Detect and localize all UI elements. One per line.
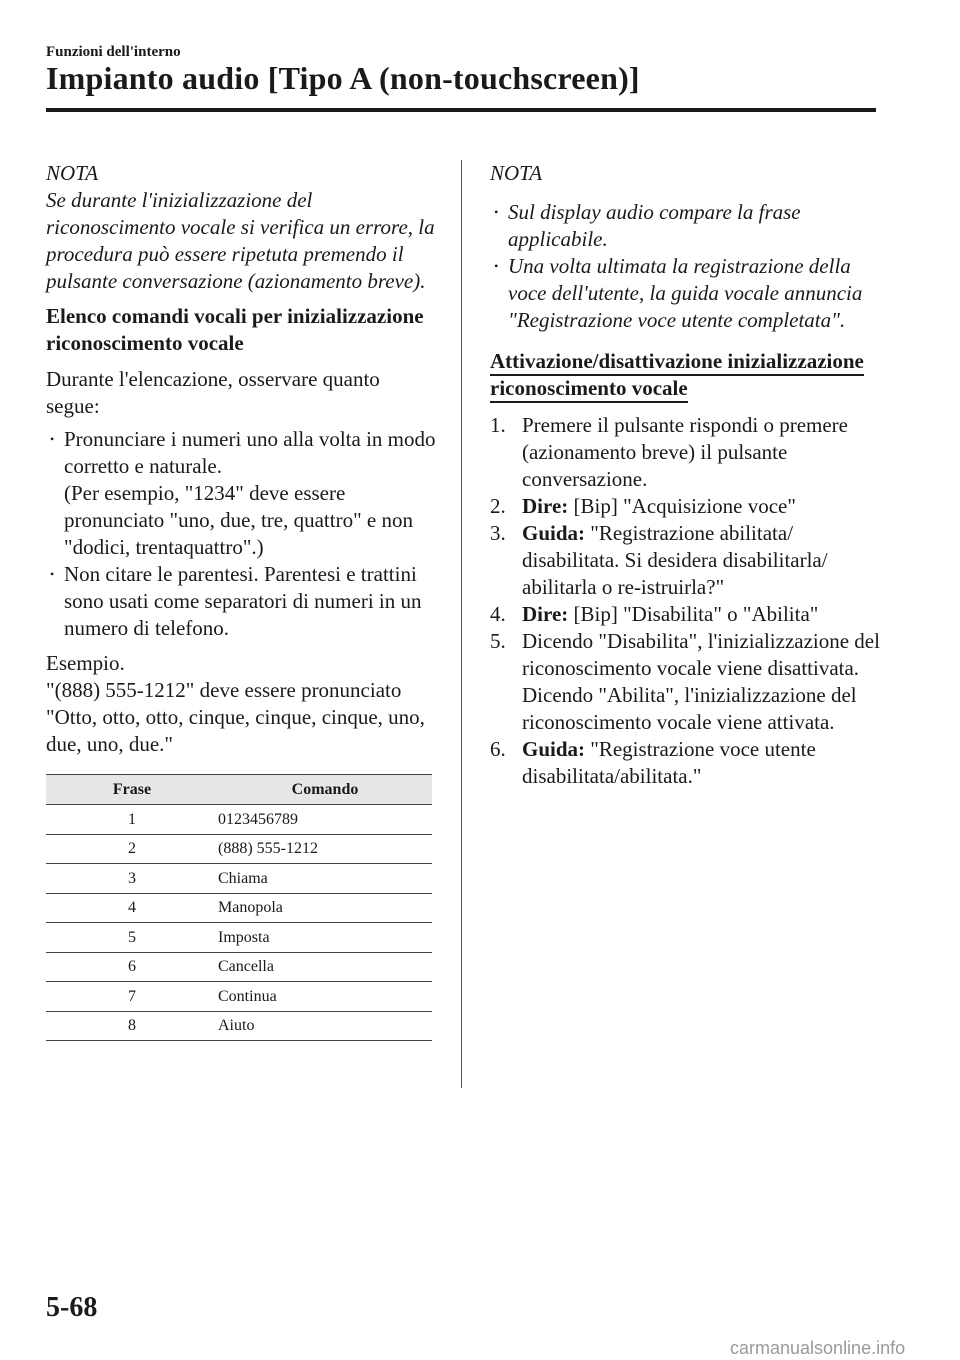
section-heading: Elenco comandi vocali per inizializzazione riconoscimento vocale [46, 304, 424, 355]
watermark-text: carmanualsonline.info [730, 1338, 906, 1358]
table-cell: Chiama [218, 864, 432, 894]
page-number: 5-68 [46, 1292, 98, 1323]
table-row [46, 805, 432, 835]
bullet-text: Pronunciare i numeri uno alla volta in modo corretto e naturale. [64, 427, 436, 478]
command-table [46, 774, 432, 1041]
step-number: 5. [490, 629, 506, 653]
nota-title: NOTA [490, 161, 543, 185]
step-item [490, 493, 885, 520]
page-title: Impianto audio [Tipo A (non-touchscreen)] [46, 60, 640, 96]
list-item [46, 561, 436, 642]
table-cell: Cancella [218, 952, 432, 982]
step-text: [Bip] "Acquisizione voce" [568, 494, 796, 518]
table-cell: (888) 555-1212 [218, 834, 432, 864]
step-text: [Bip] "Disabilita" o "Abilita" [568, 602, 819, 626]
steps-list [490, 412, 885, 790]
step-number: 4. [490, 602, 506, 626]
section-label: Funzioni dell'interno [46, 44, 181, 60]
table-row [46, 923, 432, 953]
step-text: Premere il pulsante rispondi o premere (azionamento breve) il pulsante conversazione. [522, 413, 848, 491]
nota-title: NOTA [46, 161, 99, 185]
table-row [46, 1011, 432, 1041]
step-label: Dire: [522, 494, 569, 518]
step-item [490, 736, 885, 790]
table-cell: 8 [46, 1011, 218, 1041]
example-text: "(888) 555-1212" deve essere pronunciato "Otto, otto, otto, cinque, cinque, cinque, uno, due, uno, due." [46, 678, 425, 756]
step-extra-text: Dicendo "Abilita", l'inizializzazione del riconoscimento vocale viene attivata. [522, 683, 857, 734]
step-label: Guida: [522, 521, 586, 545]
table-cell: 2 [46, 834, 218, 864]
table-cell: Aiuto [218, 1011, 432, 1041]
list-item: • Una volta ultimata la registrazione della voce dell'utente, la guida vocale annuncia "Registrazione voce utente completata". [490, 253, 885, 334]
header-rule [46, 108, 876, 112]
table-cell: 4 [46, 893, 218, 923]
nota-text: Se durante l'inizializzazione del riconoscimento vocale si verifica un errore, la procedura può essere ripetuta premendo il pulsante conversazione (azionamento breve). [46, 188, 435, 293]
table-cell: 5 [46, 923, 218, 953]
table-cell: 6 [46, 952, 218, 982]
table-cell: Continua [218, 982, 432, 1012]
step-number: 6. [490, 737, 506, 761]
column-divider [461, 160, 462, 1088]
table-header-cell: Comando [218, 775, 432, 805]
section-heading-text: Attivazione/disattivazione inizializzazione riconoscimento vocale [490, 349, 864, 403]
table-row [46, 952, 432, 982]
intro-text: Durante l'elencazione, osservare quanto segue: [46, 367, 380, 418]
table-header-row [46, 775, 432, 805]
bullet-text: Non citare le parentesi. Parentesi e trattini sono usati come separatori di numeri in un numero di telefono. [64, 562, 422, 640]
step-text: "Registrazione voce utente disabilitata/abilitata." [522, 737, 816, 788]
table-cell: 1 [46, 805, 218, 835]
bullet-subtext: (Per esempio, "1234" deve essere pronunciato "uno, due, tre, quattro" e non "dodici, trentaquattro".) [64, 481, 413, 559]
step-number: 3. [490, 521, 506, 545]
step-label: Dire: [522, 602, 569, 626]
table-row [46, 864, 432, 894]
table-row [46, 982, 432, 1012]
step-text: Dicendo "Disabilita", l'inizializzazione del riconoscimento vocale viene disattivata. [522, 629, 880, 680]
table-cell: 7 [46, 982, 218, 1012]
step-text: "Registrazione abilitata/ disabilitata. Si desidera disabilitarla/ abilitarla o re-istruirla?" [522, 521, 828, 599]
table-cell: Manopola [218, 893, 432, 923]
example-label: Esempio. [46, 651, 125, 675]
table-header-cell: Frase [46, 775, 218, 805]
right-column [490, 160, 885, 790]
list-item: • Sul display audio compare la frase applicabile. [490, 199, 885, 253]
table-cell: Imposta [218, 923, 432, 953]
step-label: Guida: [522, 737, 586, 761]
nota-bullet-list [490, 199, 885, 334]
table-cell: 0123456789 [218, 805, 432, 835]
table-row [46, 834, 432, 864]
step-number: 2. [490, 494, 506, 518]
section-heading [490, 348, 885, 402]
list-item [46, 426, 436, 561]
table-cell: 3 [46, 864, 218, 894]
bullet-list [46, 426, 436, 642]
left-column [46, 160, 436, 1041]
step-item [490, 412, 885, 493]
step-item [490, 628, 885, 736]
step-item [490, 520, 885, 601]
table-row [46, 893, 432, 923]
step-number: 1. [490, 413, 506, 437]
step-item [490, 601, 885, 628]
